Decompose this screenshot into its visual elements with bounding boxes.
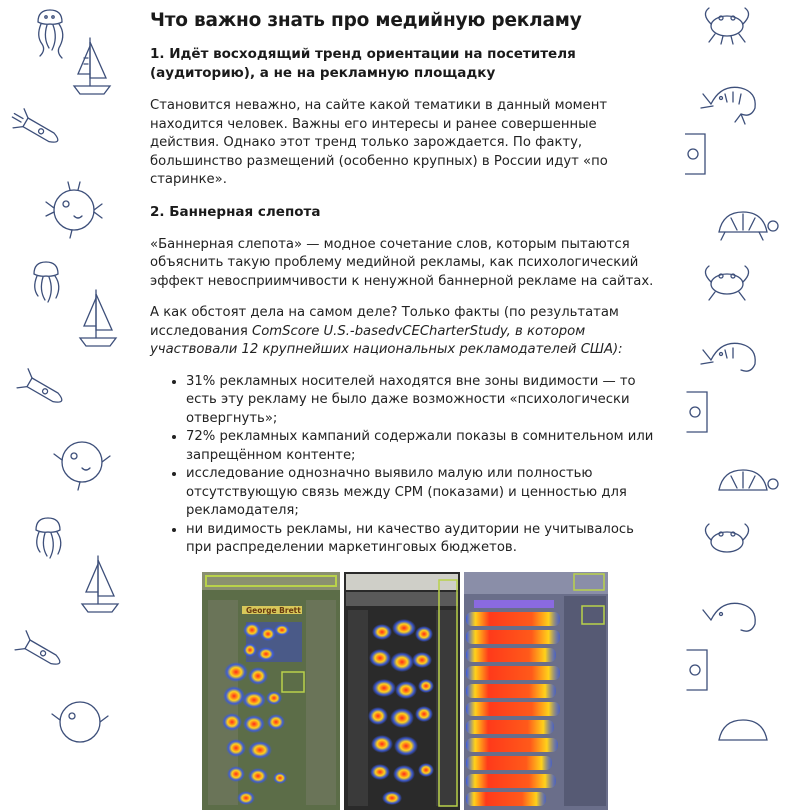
crab-icon: [705, 8, 748, 44]
heatmap-3: [464, 572, 608, 810]
sailboat-icon: [74, 38, 110, 94]
study-reference: ComScore U.S.-basedvCECharterStudy, в котором участвовали 12 крупнейших национальных рекламодателей США):: [150, 323, 623, 357]
section-2-heading: 2. Баннерная слепота: [150, 203, 321, 220]
sailboat-icon: [82, 556, 118, 612]
ship-icon: [685, 134, 705, 174]
pufferfish-icon: [54, 442, 110, 490]
section-2-paragraph-2: [150, 304, 661, 360]
heatmap-1: [202, 572, 340, 810]
ship-icon: [687, 650, 707, 690]
right-doodle-background: [685, 0, 808, 756]
turtle-icon: [719, 720, 767, 740]
facts-list: [150, 373, 661, 558]
sailboat-icon: [80, 290, 116, 346]
jellyfish-icon: [34, 262, 59, 302]
heatmap-2: [344, 572, 460, 810]
list-item: • 72% рекламных кампаний содержали показы в сомнительном или запрещённом контенте;: [186, 428, 661, 465]
rocket-icon: [17, 369, 67, 411]
heatmap-3-graphic: [464, 572, 608, 810]
shrimp-icon: [701, 87, 755, 124]
shrimp-icon: [703, 603, 755, 631]
jellyfish-icon: [36, 518, 61, 558]
doodle-pattern-right: [685, 0, 808, 756]
section-1-paragraph: Становится неважно, на сайте какой тематики в данный момент находится человек. Важны его интересы и ранее совершенные действия. Однако этот тренд только зарождается. По факту, большинство размещений (особенно крупных) в России идут «по старинке».: [150, 98, 608, 187]
ship-icon: [687, 392, 707, 432]
pufferfish-icon: [46, 182, 102, 238]
doodle-pattern-left: [0, 0, 123, 756]
turtle-icon: [719, 212, 778, 240]
left-doodle-background: [0, 0, 123, 756]
crab-icon: [705, 524, 748, 552]
list-item: • ни видимость рекламы, ни качество аудитории не учитывалось при распределении маркетинговых бюджетов.: [186, 521, 661, 558]
turtle-icon: [719, 470, 778, 490]
shrimp-icon: [701, 343, 755, 371]
article-content: [123, 0, 685, 756]
crab-icon: [705, 266, 748, 300]
rocket-icon: [15, 631, 65, 673]
heatmap-2-graphic: [344, 572, 460, 810]
heatmap-1-graphic: [202, 572, 340, 810]
section-1-heading: 1. Идёт восходящий тренд ориентации на посетителя (аудиторию), а не на рекламную площадку: [150, 46, 576, 81]
eye-tracking-heatmaps-image: [202, 572, 608, 810]
section-2-paragraph-1: «Баннерная слепота» — модное сочетание слов, которым пытаются объяснить такую проблему медийной рекламы, как психологический эффект невосприимчивости к ненужной баннерной рекламе на сайтах.: [150, 236, 654, 289]
heatmap-name-label: George Brett: [246, 605, 301, 615]
list-item: • 31% рекламных носителей находятся вне зоны видимости — то есть эту рекламу не было даже возможности «психологически отвергнуть»;: [186, 373, 661, 429]
list-item: • исследование однозначно выявило малую или полностью отсутствующую связь между CPM (показами) и ценностью для рекламодателя;: [186, 465, 661, 521]
pufferfish-icon: [52, 702, 108, 742]
jellyfish-icon: [38, 10, 63, 58]
article-title: Что важно знать про медийную рекламу: [150, 10, 582, 31]
paragraph-text: А как обстоят дела на самом деле? Только факты (по результатам исследования: [150, 305, 619, 339]
rocket-icon: [8, 106, 63, 151]
